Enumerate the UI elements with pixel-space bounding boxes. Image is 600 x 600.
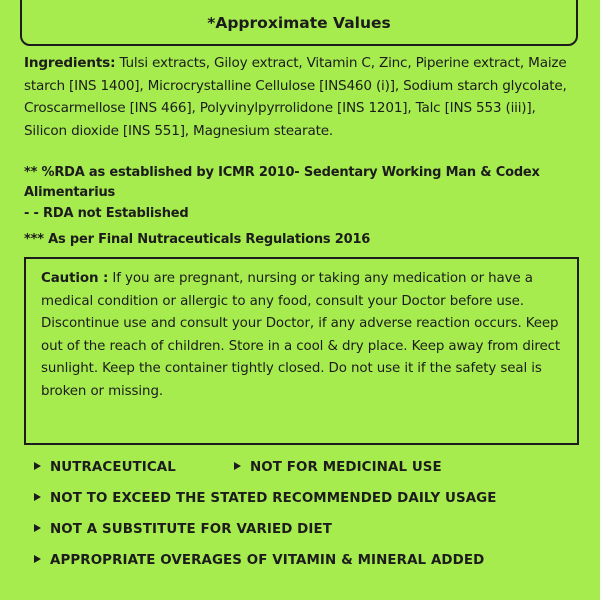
notice-overages-text: APPROPRIATE OVERAGES OF VITAMIN & MINERAL ADDED (50, 553, 485, 568)
caution-text: If you are pregnant, nursing or taking any medication or have a medical condition or allergic to any food, consult your Doctor before use. Discontinue use and consult your Doctor, if any adverse reaction occurs. Keep out of the reach of children. Store in a cool & dry place. Keep away from direct sunlight. Keep the container tightly closed. Do not use it if the safety seal is broken or missing. (41, 271, 561, 399)
notice-not-substitute (34, 522, 332, 537)
rda-icmr-note: ** %RDA as established by ICMR 2010- Sedentary Working Man & Codex Alimentarius (24, 165, 540, 200)
triangle-bullet-icon (34, 493, 41, 501)
ingredients-section (24, 52, 580, 142)
caution-box (24, 257, 579, 445)
caution-heading: Caution : (41, 271, 109, 286)
triangle-bullet-icon (34, 462, 41, 470)
notice-nutraceutical-text: NUTRACEUTICAL (50, 460, 176, 475)
notice-not-substitute-text: NOT A SUBSTITUTE FOR VARIED DIET (50, 522, 332, 537)
ingredients-text: Tulsi extracts, Giloy extract, Vitamin C, Zinc, Piperine extract, Maize starch [INS 1400], Microcrystalline Cellulose [INS460 (i)], Sodium starch glycolate, Croscarmellose [INS 466], Polyvinylpyrrolidone [INS 1201], Talc [INS 553 (iii)], Silicon dioxide [INS 551], Magnesium stearate. (24, 55, 567, 139)
notice-overages (34, 553, 484, 568)
notice-not-exceed (34, 491, 497, 506)
ingredients-heading: Ingredients: (24, 55, 116, 71)
approximate-values-label: *Approximate Values (207, 14, 391, 32)
regulations-note: *** As per Final Nutraceuticals Regulations 2016 (24, 232, 371, 247)
triangle-bullet-icon (34, 555, 41, 563)
notice-not-medicinal (234, 460, 442, 475)
notice-nutraceutical (34, 460, 176, 475)
notice-not-exceed-text: NOT TO EXCEED THE STATED RECOMMENDED DAILY USAGE (50, 491, 497, 506)
approximate-values-box (20, 0, 578, 46)
triangle-bullet-icon (34, 524, 41, 532)
notice-not-medicinal-text: NOT FOR MEDICINAL USE (250, 460, 442, 475)
rda-not-established-note: - - RDA not Established (24, 206, 189, 221)
triangle-bullet-icon (234, 462, 241, 470)
